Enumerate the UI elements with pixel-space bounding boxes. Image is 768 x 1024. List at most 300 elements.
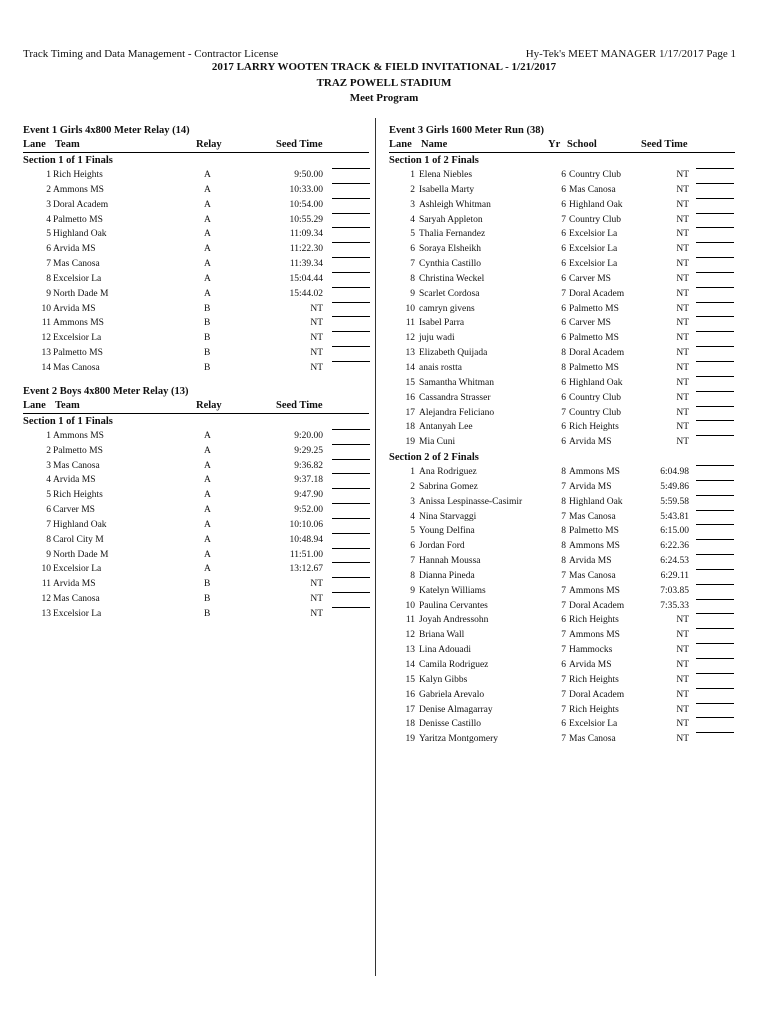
seed-time: 6:04.98 [660, 467, 689, 478]
team-name: Mas Canosa [53, 259, 100, 270]
result-blank-line [696, 658, 734, 659]
lane-number: 11 [405, 318, 415, 329]
result-blank-line [696, 643, 734, 644]
relay-letter: A [204, 199, 211, 210]
athlete-year: 6 [561, 422, 566, 433]
entry-row [389, 569, 735, 584]
athlete-name: Cynthia Castillo [419, 259, 482, 270]
lane-number: 12 [405, 333, 415, 344]
entry-row [389, 643, 735, 658]
event-3-column-headers [389, 138, 735, 153]
entry-row [23, 242, 369, 257]
result-blank-line [696, 287, 734, 288]
entry-row [389, 361, 735, 376]
athlete-year: 6 [561, 273, 566, 284]
lane-number: 3 [46, 460, 51, 471]
seed-time: NT [676, 303, 689, 314]
seed-time: NT [676, 704, 689, 715]
seed-time: NT [676, 214, 689, 225]
result-blank-line [696, 213, 734, 214]
lane-number: 4 [46, 214, 51, 225]
seed-time: NT [310, 303, 323, 314]
result-blank-line [696, 302, 734, 303]
seed-time: NT [676, 333, 689, 344]
result-blank-line [332, 473, 370, 474]
school-name: Mas Canosa [569, 570, 616, 581]
entry-row [389, 539, 735, 554]
result-blank-line [696, 361, 734, 362]
event-1-title: Event 1 Girls 4x800 Meter Relay (14) [23, 125, 190, 136]
lane-header: Lane [23, 139, 46, 150]
lane-number: 10 [41, 564, 51, 575]
lane-number: 4 [46, 475, 51, 486]
team-name: Carol City M [53, 534, 104, 545]
relay-letter: A [204, 288, 211, 299]
entry-row [389, 435, 735, 450]
athlete-year: 7 [561, 407, 566, 418]
lane-number: 10 [405, 303, 415, 314]
event-3-section-2-entries [389, 465, 735, 747]
result-blank-line [696, 257, 734, 258]
school-name: Highland Oak [569, 496, 623, 507]
result-blank-line [696, 331, 734, 332]
event-2-entries [23, 429, 369, 622]
entry-row [389, 599, 735, 614]
seed-time-header: Seed Time [641, 139, 688, 150]
entry-row [389, 658, 735, 673]
team-name: North Dade M [53, 288, 109, 299]
seed-time: 11:22.30 [289, 244, 323, 255]
team-name: Palmetto MS [53, 445, 103, 456]
athlete-year: 7 [561, 734, 566, 745]
event-2-section-title: Section 1 of 1 Finals [23, 415, 113, 427]
seed-time: 6:29.11 [660, 570, 689, 581]
lane-number: 8 [46, 273, 51, 284]
lane-number: 6 [410, 244, 415, 255]
entry-row [389, 524, 735, 539]
entry-row [23, 183, 369, 198]
seed-time: 9:20.00 [294, 430, 323, 441]
entry-row [389, 213, 735, 228]
lane-number: 11 [41, 579, 51, 590]
result-blank-line [332, 242, 370, 243]
event-3-section-1-title: Section 1 of 2 Finals [389, 155, 479, 166]
result-blank-line [696, 688, 734, 689]
result-blank-line [332, 213, 370, 214]
athlete-year: 6 [561, 259, 566, 270]
team-name: North Dade M [53, 549, 109, 560]
lane-number: 13 [405, 645, 415, 656]
seed-time: 6:15.00 [660, 526, 689, 537]
event-2-title: Event 2 Boys 4x800 Meter Relay (13) [23, 385, 189, 397]
seed-time: 10:10.06 [289, 519, 323, 530]
entry-row [23, 473, 369, 488]
relay-letter: A [204, 490, 211, 501]
team-name: Mas Canosa [53, 594, 100, 605]
team-header: Team [55, 399, 80, 411]
result-blank-line [696, 599, 734, 600]
school-name: Ammons MS [569, 541, 620, 552]
seed-time: NT [676, 362, 689, 373]
result-blank-line [696, 495, 734, 496]
team-name: Arvida MS [53, 244, 96, 255]
result-blank-line [332, 287, 370, 288]
result-blank-line [696, 613, 734, 614]
team-name: Palmetto MS [53, 214, 103, 225]
athlete-year: 8 [561, 541, 566, 552]
athlete-name: Lina Adouadi [419, 645, 471, 656]
school-name: Mas Canosa [569, 184, 616, 195]
event-3-section-2-title: Section 2 of 2 Finals [389, 452, 479, 464]
team-name: Arvida MS [53, 475, 96, 486]
athlete-year: 7 [561, 689, 566, 700]
lane-number: 16 [405, 689, 415, 700]
team-name: Rich Heights [53, 490, 103, 501]
school-name: Palmetto MS [569, 303, 619, 314]
seed-time: NT [676, 719, 689, 730]
result-blank-line [696, 168, 734, 169]
relay-letter: A [204, 519, 211, 530]
athlete-name: Ana Rodriguez [419, 467, 477, 478]
lane-number: 7 [46, 519, 51, 530]
entry-row [23, 488, 369, 503]
entry-row [23, 346, 369, 361]
lane-number: 7 [46, 259, 51, 270]
entry-row [389, 673, 735, 688]
entry-row [389, 287, 735, 302]
athlete-name: Camila Rodriguez [419, 660, 489, 670]
result-blank-line [696, 717, 734, 718]
school-name: Arvida MS [569, 556, 612, 567]
athlete-year: 6 [561, 437, 566, 448]
athlete-name: Denise Almagarray [419, 704, 493, 715]
lane-number: 9 [410, 288, 415, 299]
lane-number: 16 [405, 392, 415, 403]
entry-row [23, 198, 369, 213]
team-name: Ammons MS [53, 318, 104, 329]
entry-row [23, 316, 369, 331]
athlete-name: Young Delfina [419, 526, 475, 537]
result-blank-line [332, 361, 370, 362]
team-name: Ammons MS [53, 430, 104, 441]
athlete-name: Paulina Cervantes [419, 600, 488, 611]
result-blank-line [696, 732, 734, 733]
result-blank-line [332, 302, 370, 303]
athlete-year: 8 [561, 362, 566, 373]
seed-time: NT [676, 244, 689, 255]
lane-number: 9 [46, 288, 51, 299]
athlete-name: Alejandra Feliciano [419, 407, 495, 418]
lane-number: 2 [410, 481, 415, 492]
entry-row [389, 480, 735, 495]
seed-time: 6:24.53 [660, 556, 689, 567]
entry-row [23, 213, 369, 228]
entry-row [389, 406, 735, 421]
team-name: Excelsior La [53, 273, 102, 284]
athlete-name: Dianna Pineda [419, 570, 475, 581]
athlete-name: Joyah Andressohn [419, 615, 489, 626]
entry-row [23, 302, 369, 317]
entry-row [389, 391, 735, 406]
seed-time: NT [676, 199, 689, 210]
result-blank-line [332, 488, 370, 489]
result-blank-line [332, 533, 370, 534]
team-name: Ammons MS [53, 184, 104, 195]
team-name: Carver MS [53, 505, 95, 516]
result-blank-line [332, 562, 370, 563]
lane-number: 2 [46, 184, 51, 195]
result-blank-line [332, 227, 370, 228]
athlete-name: Briana Wall [419, 630, 465, 641]
entry-row [389, 510, 735, 525]
entry-row [389, 420, 735, 435]
meet-title: 2017 LARRY WOOTEN TRACK & FIELD INVITATIONAL - 1/21/2017 [211, 61, 557, 73]
athlete-name: Yaritza Montgomery [419, 734, 498, 745]
athlete-year: 7 [561, 704, 566, 715]
lane-number: 6 [46, 244, 51, 255]
result-blank-line [332, 444, 370, 445]
result-blank-line [696, 703, 734, 704]
athlete-year: 8 [561, 467, 566, 478]
lane-number: 15 [405, 674, 415, 685]
program-subtitle: Meet Program [349, 92, 419, 104]
entry-row [23, 607, 369, 622]
school-name: Rich Heights [569, 615, 619, 626]
seed-time: NT [676, 318, 689, 329]
result-blank-line [696, 391, 734, 392]
result-blank-line [696, 183, 734, 184]
lane-number: 1 [46, 430, 51, 441]
seed-time: NT [676, 259, 689, 270]
entry-row [389, 183, 735, 198]
school-name: Excelsior La [569, 259, 618, 270]
seed-time: NT [676, 660, 689, 670]
seed-time: 5:59.58 [660, 496, 689, 507]
seed-time: 13:12.67 [289, 564, 323, 575]
lane-number: 12 [41, 594, 51, 605]
relay-letter: A [204, 244, 211, 255]
license-header: Track Timing and Data Management - Contractor License [23, 48, 279, 60]
entry-row [389, 242, 735, 257]
lane-number: 2 [46, 445, 51, 456]
entry-row [23, 429, 369, 444]
athlete-year: 6 [561, 719, 566, 730]
lane-number: 7 [410, 259, 415, 270]
team-name: Mas Canosa [53, 362, 100, 373]
relay-letter: B [204, 608, 211, 619]
seed-time: NT [676, 630, 689, 641]
result-blank-line [332, 503, 370, 504]
seed-time: NT [676, 288, 689, 299]
lane-number: 5 [46, 229, 51, 240]
entry-row [389, 554, 735, 569]
school-name: Arvida MS [569, 660, 612, 670]
seed-time: 11:51.00 [289, 549, 323, 560]
column-divider [375, 118, 376, 976]
result-blank-line [332, 592, 370, 593]
athlete-year: 7 [561, 288, 566, 299]
relay-letter: A [204, 534, 211, 545]
lane-header: Lane [389, 139, 412, 150]
year-header: Yr [548, 139, 561, 150]
athlete-year: 7 [561, 214, 566, 225]
entry-row [389, 495, 735, 510]
athlete-year: 6 [561, 615, 566, 626]
seed-time: 11:39.34 [289, 259, 323, 270]
lane-number: 5 [46, 490, 51, 501]
team-name: Highland Oak [53, 229, 107, 240]
seed-time: 9:47.90 [294, 490, 323, 501]
seed-time: 9:37.18 [294, 475, 323, 486]
school-name: Doral Academ [569, 689, 625, 700]
relay-letter: A [204, 184, 211, 195]
entry-row [23, 592, 369, 607]
school-name: Ammons MS [569, 467, 620, 478]
seed-time: 9:52.00 [294, 505, 323, 516]
school-name: Arvida MS [569, 481, 612, 492]
lane-number: 7 [410, 556, 415, 567]
school-name: Country Club [569, 392, 621, 403]
athlete-year: 8 [561, 496, 566, 507]
result-blank-line [696, 510, 734, 511]
entry-row [23, 257, 369, 272]
venue-title: TRAZ POWELL STADIUM [316, 77, 452, 89]
team-header: Team [55, 139, 80, 150]
event-1-column-headers [23, 138, 369, 153]
entry-row [23, 562, 369, 577]
seed-time: NT [676, 184, 689, 195]
school-name: Hammocks [569, 645, 613, 656]
entry-row [23, 548, 369, 563]
school-name: Doral Academ [569, 600, 625, 611]
team-name: Doral Academ [53, 199, 109, 210]
lane-number: 4 [410, 214, 415, 225]
school-name: Mas Canosa [569, 734, 616, 745]
lane-number: 8 [46, 534, 51, 545]
result-blank-line [696, 524, 734, 525]
athlete-name: Elena Niebles [419, 170, 473, 180]
athlete-year: 6 [561, 318, 566, 329]
athlete-year: 6 [561, 377, 566, 388]
athlete-year: 6 [561, 303, 566, 314]
seed-time: 7:35.33 [660, 600, 689, 611]
result-blank-line [696, 272, 734, 273]
athlete-year: 6 [561, 184, 566, 195]
result-blank-line [696, 480, 734, 481]
seed-time: 10:48.94 [289, 534, 323, 545]
lane-number: 14 [405, 660, 415, 670]
result-blank-line [332, 272, 370, 273]
athlete-name: Thalia Fernandez [419, 229, 486, 240]
lane-number: 10 [405, 600, 415, 611]
seed-time: NT [310, 333, 323, 344]
result-blank-line [696, 435, 734, 436]
entry-row [389, 613, 735, 628]
relay-letter: B [204, 303, 211, 314]
seed-time: NT [676, 734, 689, 745]
athlete-name: Antanyah Lee [419, 422, 473, 433]
lane-number: 3 [410, 496, 415, 507]
relay-letter: A [204, 170, 211, 180]
lane-number: 6 [410, 541, 415, 552]
athlete-year: 7 [561, 630, 566, 641]
team-name: Excelsior La [53, 608, 102, 619]
school-name: Carver MS [569, 273, 611, 284]
result-blank-line [696, 316, 734, 317]
lane-number: 4 [410, 511, 415, 522]
school-name: Carver MS [569, 318, 611, 329]
result-blank-line [696, 465, 734, 466]
lane-number: 15 [405, 377, 415, 388]
lane-number: 10 [41, 303, 51, 314]
lane-number: 6 [46, 505, 51, 516]
team-name: Excelsior La [53, 333, 102, 344]
relay-header: Relay [196, 399, 222, 411]
lane-number: 11 [41, 318, 51, 329]
lane-number: 1 [410, 467, 415, 478]
seed-time: NT [676, 348, 689, 359]
seed-time: 10:55.29 [289, 214, 323, 225]
seed-time: 15:04.44 [289, 273, 323, 284]
entry-row [389, 717, 735, 732]
seed-time: NT [676, 422, 689, 433]
lane-number: 13 [405, 348, 415, 359]
team-name: Mas Canosa [53, 460, 100, 471]
seed-time: NT [310, 348, 323, 359]
athlete-name: Saryah Appleton [419, 214, 483, 225]
lane-number: 17 [405, 704, 415, 715]
athlete-name: Soraya Elsheikh [419, 244, 482, 255]
school-name: Doral Academ [569, 288, 625, 299]
entry-row [389, 331, 735, 346]
athlete-name: Anissa Lespinasse-Casimir [419, 496, 523, 507]
athlete-year: 6 [561, 660, 566, 670]
athlete-name: Cassandra Strasser [419, 392, 491, 403]
result-blank-line [332, 257, 370, 258]
seed-time: 9:29.25 [294, 445, 323, 456]
lane-number: 9 [410, 585, 415, 596]
athlete-name: Jordan Ford [419, 541, 465, 552]
result-blank-line [696, 376, 734, 377]
seed-time: 7:03.85 [660, 585, 689, 596]
school-name: Ammons MS [569, 630, 620, 641]
lane-number: 1 [410, 170, 415, 180]
entry-row [23, 444, 369, 459]
result-blank-line [332, 607, 370, 608]
athlete-name: Elizabeth Quijada [419, 348, 488, 359]
entry-row [23, 168, 369, 183]
result-blank-line [696, 554, 734, 555]
athlete-name: Nina Starvaggi [419, 511, 477, 522]
result-blank-line [696, 242, 734, 243]
seed-time: NT [676, 377, 689, 388]
result-blank-line [332, 459, 370, 460]
seed-time: NT [676, 170, 689, 180]
lane-header: Lane [23, 399, 46, 411]
seed-time: NT [310, 362, 323, 373]
right-column [389, 123, 735, 747]
seed-time-header: Seed Time [276, 139, 323, 150]
relay-letter: B [204, 333, 211, 344]
result-blank-line [332, 548, 370, 549]
school-name: Excelsior La [569, 229, 618, 240]
relay-letter: A [204, 259, 211, 270]
lane-number: 9 [46, 549, 51, 560]
school-name: Rich Heights [569, 674, 619, 685]
entry-row [389, 198, 735, 213]
athlete-name: anais rostta [419, 362, 463, 373]
seed-time: 9:36.82 [294, 460, 323, 471]
